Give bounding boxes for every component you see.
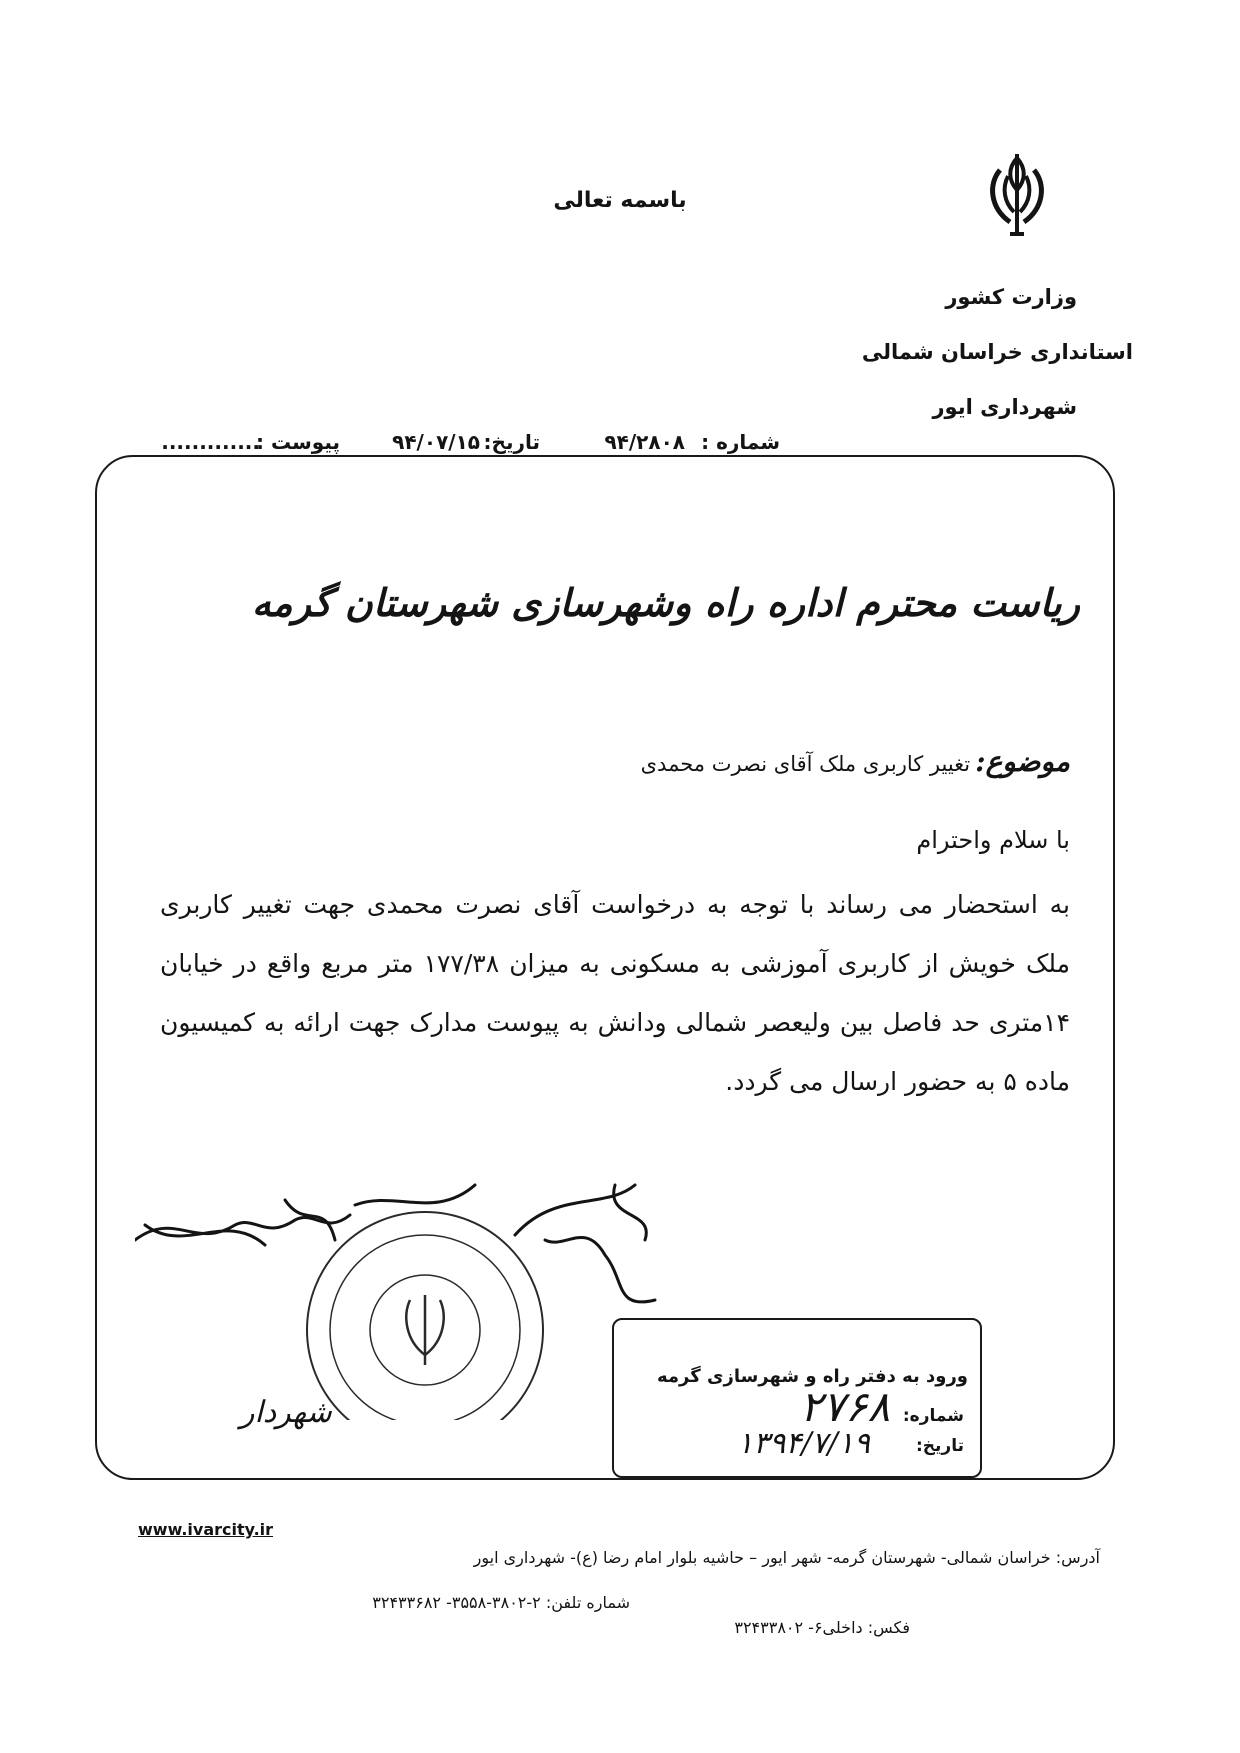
footer-phone: شماره تلفن: ۲-۳۸۰۲-۳۵۵۸- ۳۲۴۳۳۶۸۲	[372, 1593, 630, 1612]
number-value: ۹۴/۲۸۰۸	[604, 430, 685, 454]
stamp-title: ورود به دفتر راه و شهرسازی گرمه	[657, 1366, 968, 1387]
ministry-name: وزارت کشور	[945, 285, 1077, 309]
greeting: با سلام واحترام	[916, 826, 1070, 854]
recipient-line: ریاست محترم اداره راه وشهرسازی شهرستان گرمه	[251, 580, 1080, 625]
footer-fax: فکس: داخلی۶- ۳۲۴۳۳۸۰۲	[734, 1618, 910, 1637]
signatory-title: شهردار	[240, 1395, 332, 1430]
subject-label: موضوع:	[975, 745, 1070, 778]
body-paragraph: به استحضار می رساند با توجه به درخواست آقای نصرت محمدی جهت تغییر کاربری ملک خویش از کاربری آموزشی به مسکونی به میزان ۱۷۷/۳۸ متر مربع واقع در خیابان ۱۴متری حد فاصل بین ولیعصر شمالی ودانش به پیوست مدارک جهت ارائه به کمیسیون ماده ۵ به حضور ارسال می گردد.	[160, 890, 1070, 1096]
municipality-name: شهرداری ایور	[932, 395, 1077, 419]
governorate-name: استانداری خراسان شمالی	[861, 340, 1133, 364]
website-link[interactable]: www.ivarcity.ir	[138, 1520, 274, 1539]
footer-address: آدرس: خراسان شمالی- شهرستان گرمه- شهر ایور – حاشیه بلوار امام رضا (ع)- شهرداری ایور	[473, 1548, 1100, 1567]
stamp-date-label: تاریخ:	[916, 1436, 964, 1456]
subject-row	[641, 745, 1070, 778]
attachment-label: پیوست :	[255, 430, 340, 454]
invocation-heading: باسمه تعالی	[553, 188, 687, 213]
subject-text: تغییر کاربری ملک آقای نصرت محمدی	[640, 752, 971, 776]
stamp-date-value: ۱۳۹۴/۷/۱۹	[736, 1426, 870, 1461]
stamp-number-label: شماره:	[902, 1406, 964, 1426]
stamp-number-value: ۲۷۶۸	[799, 1382, 890, 1431]
letter-body	[160, 875, 1070, 1111]
number-label: شماره :	[701, 430, 780, 454]
received-stamp	[612, 1318, 982, 1478]
iran-emblem-icon	[982, 150, 1052, 240]
date-label: تاریخ:	[483, 430, 540, 454]
attachment-value: .............	[161, 430, 260, 454]
date-value: ۹۴/۰۷/۱۵	[392, 430, 480, 454]
round-seal-icon	[307, 1212, 543, 1420]
